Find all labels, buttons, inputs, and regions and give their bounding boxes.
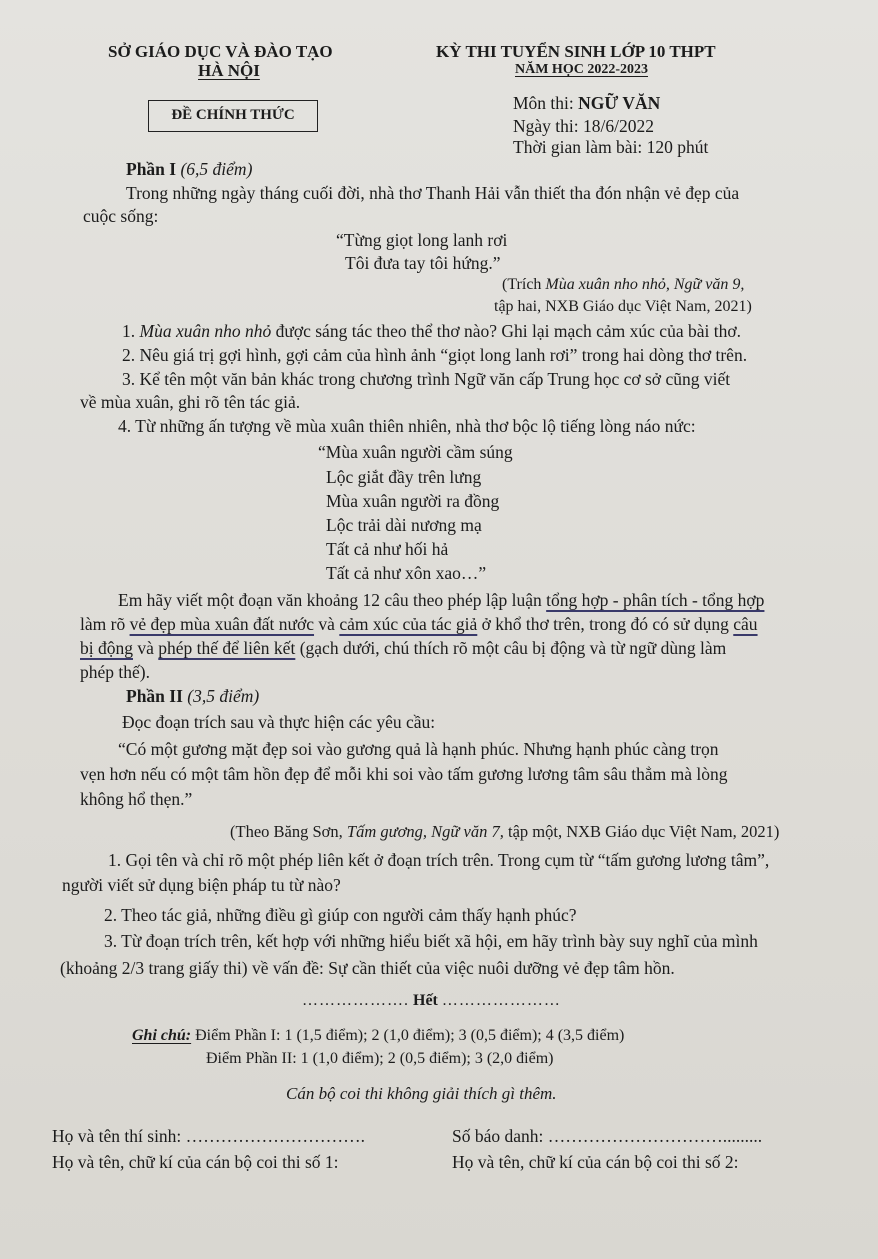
poem-line: Lộc giắt đầy trên lưng [326, 467, 482, 487]
part2-instruction: Đọc đoạn trích sau và thực hiện các yêu cầu: [122, 712, 436, 732]
part1-task-line3 [80, 636, 726, 660]
proctor1-signature-field: Họ và tên, chữ kí của cán bộ coi thi số 1: [52, 1152, 339, 1172]
part1-score: (6,5 điểm) [176, 159, 253, 179]
end-label: Hết [409, 992, 442, 1009]
q1-poem-title: Mùa xuân nho nhỏ [139, 321, 272, 341]
grading-note-line2: Điểm Phần II: 1 (1,0 điểm); 2 (0,5 điểm); 3 (2,0 điểm) [206, 1050, 554, 1067]
part1-question4: 4. Từ những ấn tượng về mùa xuân thiên nhiên, nhà thơ bộc lộ tiếng lòng náo nức: [118, 416, 696, 436]
part1-question1 [122, 319, 741, 343]
official-exam-box: ĐỀ CHÍNH THỨC [148, 100, 318, 132]
proctor2-signature-field: Họ và tên, chữ kí của cán bộ coi thi số 2: [452, 1152, 739, 1172]
source-suffix: tập một, NXB Giáo dục Việt Nam, 2021) [503, 822, 780, 841]
poem-line: “Mùa xuân người cầm súng [318, 442, 513, 462]
task-underlined-passive: câu [733, 614, 758, 634]
part1-heading [126, 157, 252, 181]
end-dots: ………………… [441, 992, 561, 1009]
exam-duration: Thời gian làm bài: 120 phút [513, 137, 709, 157]
part2-source [230, 820, 779, 844]
part2-score: (3,5 điểm) [182, 686, 260, 706]
part2-passage-line1: “Có một gương mặt đẹp soi vào gương quả là hạnh phúc. Nhưng hạnh phúc càng trọn [118, 739, 719, 759]
quote-source-line1 [502, 274, 744, 296]
part2-title: Phần II [126, 686, 183, 706]
subject-value: NGỮ VĂN [578, 93, 661, 113]
poem-line: Tất cả như hối hả [326, 539, 449, 559]
part2-question1-line2: người viết sử dụng biện pháp tu từ nào? [62, 875, 341, 895]
proctor-note: Cán bộ coi thi không giải thích gì thêm. [286, 1084, 557, 1103]
part2-passage-line3: không hổ thẹn.” [80, 789, 193, 809]
part1-intro-line1: Trong những ngày tháng cuối đời, nhà thơ Thanh Hải vẫn thiết tha đón nhận vẻ đẹp của [126, 183, 740, 203]
poem-line: Tất cả như xôn xao…” [326, 563, 487, 583]
source-title: Tấm gương, Ngữ văn 7, [346, 822, 504, 841]
part2-question1-line1: 1. Gọi tên và chỉ rõ một phép liên kết ở đoạn trích trên. Trong cụm từ “tấm gương lương tâm”, [108, 850, 770, 870]
part1-task-line1 [118, 588, 764, 612]
poem-line: Lộc trải dài nương mạ [326, 515, 482, 535]
part1-task-line2 [80, 612, 758, 636]
task-underlined-reasoning: tổng hợp - phân tích - tổng hợp [546, 590, 765, 610]
exam-title: KỲ THI TUYỂN SINH LỚP 10 THPT [436, 42, 716, 61]
exam-date: Ngày thi: 18/6/2022 [513, 116, 654, 136]
part2-passage-line2: vẹn hơn nếu có một tâm hồn đẹp để mỗi khi soi vào tấm gương lương tâm sâu thẳm mà lòng [80, 764, 728, 784]
part1-title: Phần I [126, 159, 177, 179]
end-dots: ………………. [302, 992, 409, 1009]
note-label: Ghi chú: [132, 1027, 192, 1044]
task-underlined-emotion: cảm xúc của tác giả [339, 614, 478, 634]
part1-question3-line1: 3. Kể tên một văn bản khác trong chương trình Ngữ văn cấp Trung học cơ sở cũng viết [122, 369, 731, 389]
q1-number: 1. [122, 321, 140, 341]
quote-line1: “Từng giọt long lanh rơi [336, 230, 508, 250]
part1-intro-line2: cuộc sống: [83, 206, 159, 226]
part1-question2: 2. Nêu giá trị gợi hình, gợi cảm của hình ảnh “giọt long lanh rơi” trong hai dòng thơ trên. [122, 345, 748, 365]
task-text: (gạch dưới, chú thích rõ một câu bị động và từ ngữ dùng làm [295, 638, 727, 658]
task-text: ở khổ thơ trên, trong đó có sử dụng [477, 614, 734, 634]
grading-note-line1 [132, 1027, 624, 1045]
subject-line [513, 91, 660, 115]
q1-text: được sáng tác theo thể thơ nào? Ghi lại mạch cảm xúc của bài thơ. [271, 321, 741, 341]
source-title: Mùa xuân nho nhỏ, Ngữ văn 9, [545, 276, 745, 293]
source-prefix: (Trích [502, 276, 546, 293]
part2-question2: 2. Theo tác giả, những điều gì giúp con người cảm thấy hạnh phúc? [104, 905, 577, 925]
dept-name: SỞ GIÁO DỤC VÀ ĐÀO TẠO [108, 42, 333, 61]
task-text: và [133, 638, 159, 658]
part1-question3-line2: về mùa xuân, ghi rõ tên tác giả. [80, 392, 301, 412]
part2-heading [126, 684, 259, 708]
note-text: Điểm Phần I: 1 (1,5 điểm); 2 (1,0 điểm); 3 (0,5 điểm); 4 (3,5 điểm) [191, 1027, 625, 1044]
part2-question3-line1: 3. Từ đoạn trích trên, kết hợp với những hiểu biết xã hội, em hãy trình bày suy nghĩ của mình [104, 931, 758, 951]
task-text: và [314, 614, 340, 634]
task-underlined-passive: bị động [80, 638, 133, 658]
part1-task-line4: phép thế). [80, 662, 150, 682]
candidate-number-field: Số báo danh: …………………………......... [452, 1126, 763, 1146]
quote-line2: Tôi đưa tay tôi hứng.” [345, 253, 501, 273]
subject-label: Môn thi: [513, 93, 579, 113]
source-prefix: (Theo Băng Sơn, [230, 822, 347, 841]
dept-city: HÀ NỘI [198, 61, 260, 80]
task-text: Em hãy viết một đoạn văn khoảng 12 câu theo phép lập luận [118, 590, 547, 610]
quote-source-line2: tập hai, NXB Giáo dục Việt Nam, 2021) [494, 298, 752, 315]
candidate-name-field: Họ và tên thí sinh: …………………………. [52, 1126, 366, 1146]
task-text: làm rõ [80, 614, 130, 634]
end-marker [302, 992, 561, 1010]
part2-question3-line2: (khoảng 2/3 trang giấy thi) về vấn đề: Sự cần thiết của việc nuôi dưỡng vẻ đẹp tâm hồn. [60, 958, 675, 978]
school-year: NĂM HỌC 2022-2023 [515, 62, 648, 77]
task-underlined-substitution: phép thế để liên kết [158, 638, 296, 658]
task-underlined-beauty: vẻ đẹp mùa xuân đất nước [129, 614, 315, 634]
poem-line: Mùa xuân người ra đồng [326, 491, 500, 511]
